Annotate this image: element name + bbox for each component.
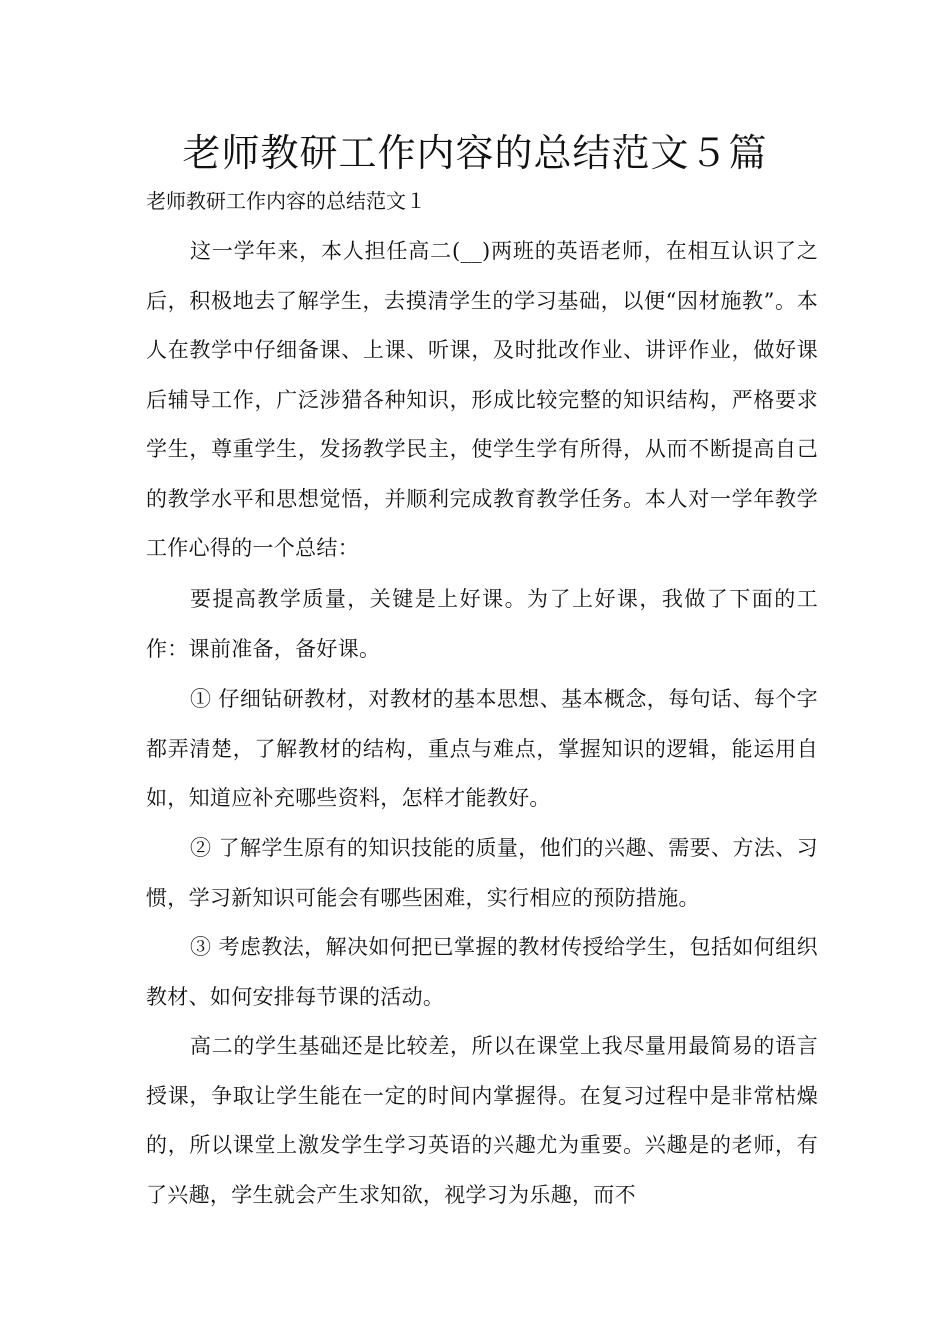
document-title: 老师教研工作内容的总结范文５篇 xyxy=(182,131,768,175)
paragraph-4: ② 了解学生原有的知识技能的质量，他们的兴趣、需要、方法、习惯，学习新知识可能会有哪些困难，实行相应的预防措施。 xyxy=(146,836,818,910)
paragraph-6: 高二的学生基础还是比较差，所以在课堂上我尽量用最简易的语言授课，争取让学生能在一定的时间内掌握得。在复习过程中是非常枯燥的，所以课堂上激发学生学习英语的兴趣尤为重要。兴趣是的老师，有了兴趣，学生就会产生求知欲，视学习为乐趣，而不 xyxy=(146,1034,818,1207)
paragraph-1: 这一学年来，本人担任高二(__)两班的英语老师，在相互认识了之后，积极地去了解学生，去摸清学生的学习基础，以便“因材施教”。本人在教学中仔细备课、上课、听课，及时批改作业、讲评作业，做好课后辅导工作，广泛涉猎各种知识，形成比较完整的知识结构，严格要求学生，尊重学生，发扬教学民主，使学生学有所得，从而不断提高自己的教学水平和思想觉悟，并顺利完成教育教学任务。本人对一学年教学工作心得的一个总结： xyxy=(146,239,818,560)
paragraph-2: 要提高教学质量，关键是上好课。为了上好课，我做了下面的工作：课前准备，备好课。 xyxy=(146,587,818,661)
paragraph-5: ③ 考虑教法，解决如何把已掌握的教材传授给学生，包括如何组织教材、如何安排每节课的活动。 xyxy=(146,935,818,1009)
section-subtitle: 老师教研工作内容的总结范文１ xyxy=(146,189,426,213)
paragraph-3: ① 仔细钻研教材，对教材的基本思想、基本概念，每句话、每个字都弄清楚，了解教材的结构，重点与难点，掌握知识的逻辑，能运用自如，知道应补充哪些资料，怎样才能教好。 xyxy=(146,687,818,810)
